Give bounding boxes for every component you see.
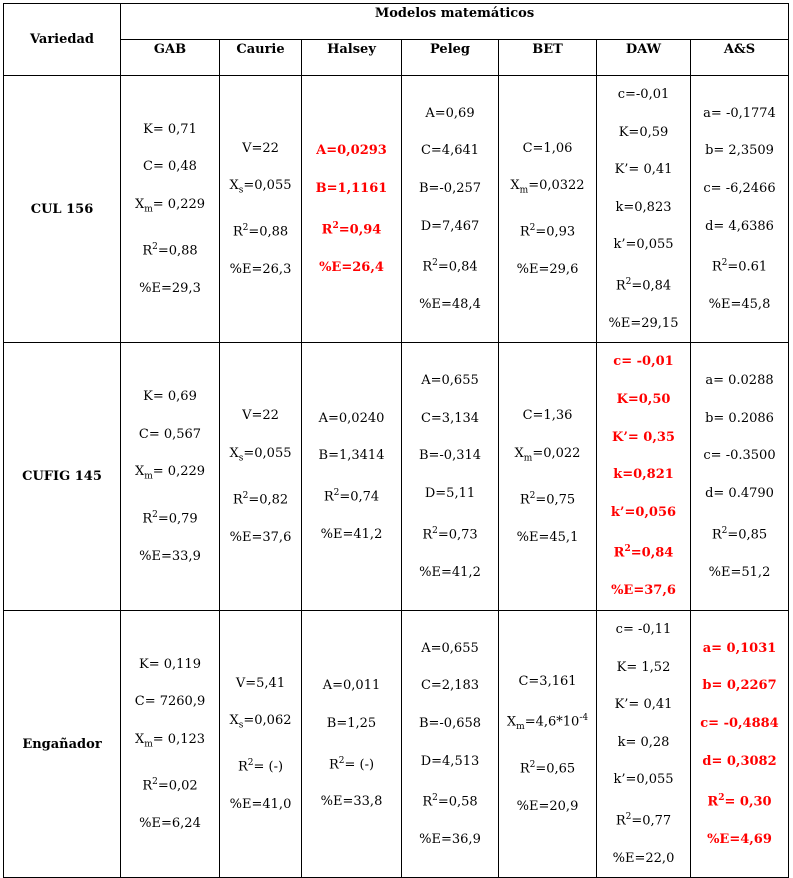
parameter-value: $X_m= 0,229$ — [134, 464, 206, 483]
parameter-value: $R^2=0,85$ — [711, 525, 768, 542]
header-row-1 — [4, 4, 789, 40]
parameter-value: %E=36,9 — [419, 832, 481, 848]
model-cell — [597, 343, 691, 610]
parameter-value: D=7,467 — [420, 218, 480, 234]
parameter-value: K= 0,69 — [143, 389, 197, 405]
header-model: Caurie — [220, 40, 302, 76]
parameter-value: $R^2=0,74$ — [323, 488, 380, 505]
parameter-value: d= 4,6386 — [705, 218, 774, 234]
parameter-value: k’=0,056 — [610, 504, 677, 520]
parameter-value: b= 2,3509 — [705, 143, 774, 159]
model-cell — [499, 343, 597, 610]
parameter-value: c= -6,2466 — [703, 180, 776, 196]
parameter-value: %E=29,15 — [608, 315, 679, 331]
model-cell — [402, 76, 499, 343]
parameter-value: A=0,011 — [322, 678, 381, 694]
parameter-value: $R^2=0,88$ — [232, 223, 289, 240]
header-model: A&S — [691, 40, 789, 76]
parameter-value: A=0,0293 — [316, 143, 387, 159]
model-cell — [220, 610, 302, 877]
parameter-value: $R^2= 0,30$ — [707, 793, 772, 810]
header-model: DAW — [597, 40, 691, 76]
parameter-value: B=-0,658 — [418, 715, 482, 731]
variety-cell: Engañador — [4, 610, 121, 877]
parameter-value: $R^2=0,84$ — [615, 276, 672, 294]
parameter-value: $X_m= 0,229$ — [134, 196, 206, 215]
parameter-value: K= 1,52 — [616, 659, 671, 675]
parameter-value: c= -0,11 — [615, 621, 672, 637]
parameter-value: K’= 0,41 — [614, 697, 673, 713]
parameter-value: $R^2=0,93$ — [519, 223, 576, 240]
parameter-value: V=22 — [242, 408, 279, 424]
parameter-value: $R^2=0,84$ — [613, 544, 674, 561]
parameter-value: $R^2=0,88$ — [142, 242, 198, 259]
parameter-value: K= 0,71 — [143, 121, 197, 137]
parameter-value: %E=45,1 — [516, 529, 579, 545]
parameter-value: D=4,513 — [420, 753, 480, 769]
model-cell — [220, 76, 302, 343]
parameter-value: D=5,11 — [424, 486, 476, 502]
parameter-value: B=1,1161 — [315, 180, 388, 196]
models-table — [3, 3, 789, 878]
parameter-value: $R^2=0,65$ — [519, 760, 576, 777]
parameter-value: C=1,36 — [522, 408, 573, 424]
parameter-value: V=5,41 — [235, 675, 286, 691]
parameter-value: d= 0.4790 — [705, 486, 774, 502]
parameter-value: k’=0,055 — [613, 772, 674, 788]
parameter-value: $X_m=4,6*10^{-4}$ — [506, 713, 589, 733]
model-cell — [597, 610, 691, 877]
parameter-value: $R^2=0,73$ — [422, 525, 478, 542]
parameter-value: %E=41,0 — [229, 797, 292, 813]
parameter-value: A=0,655 — [421, 373, 479, 389]
parameter-value: $R^2=0,79$ — [142, 509, 198, 526]
parameter-value: $R^2=0,94$ — [321, 220, 382, 237]
parameter-value: V=22 — [242, 140, 279, 156]
parameter-value: %E=20,9 — [516, 798, 579, 814]
parameter-value: K=0,50 — [616, 392, 671, 408]
parameter-value: A=0,0240 — [318, 410, 385, 426]
parameter-value: b= 0.2086 — [705, 410, 774, 426]
parameter-value: %E=26,3 — [229, 262, 292, 278]
header-modelos: Modelos matemáticos — [121, 4, 789, 40]
model-cell — [302, 610, 402, 877]
parameter-value: B=-0,257 — [418, 180, 482, 196]
parameter-value: k=0,823 — [615, 199, 672, 215]
parameter-value: %E=48,4 — [419, 297, 481, 313]
parameter-value: C= 7260,9 — [134, 694, 206, 710]
header-variedad: Variedad — [4, 4, 121, 76]
parameter-value: $R^2=$ (-) — [237, 758, 284, 775]
model-cell — [121, 76, 220, 343]
parameter-value: K= 0,119 — [139, 656, 201, 672]
parameter-value: $R^2=0,75$ — [519, 490, 576, 508]
parameter-value: $X_s=0,055$ — [229, 178, 292, 196]
parameter-value: A=0,655 — [421, 640, 479, 656]
parameter-value: $R^2=0,77$ — [615, 811, 672, 829]
table-row — [4, 343, 789, 610]
parameter-value: K’= 0,35 — [612, 429, 675, 445]
parameter-value: $X_s=0,062$ — [229, 713, 292, 731]
parameter-value: $R^2=0,58$ — [422, 793, 478, 810]
parameter-value: B=1,25 — [326, 715, 377, 731]
parameter-value: k=0,821 — [613, 467, 674, 483]
model-cell — [220, 343, 302, 610]
table-row — [4, 610, 789, 877]
model-cell — [302, 76, 402, 343]
parameter-value: $X_m= 0,123$ — [134, 731, 206, 750]
variety-cell: CUL 156 — [4, 76, 121, 343]
parameter-value: %E=41,2 — [419, 564, 481, 580]
parameter-value: d= 0,3082 — [702, 753, 777, 769]
parameter-value: %E=45,8 — [708, 297, 771, 313]
parameter-value: B=-0,314 — [418, 448, 482, 464]
parameter-value: c=-0,01 — [617, 87, 670, 102]
parameter-value: c= -0.3500 — [703, 448, 776, 464]
model-cell — [402, 343, 499, 610]
parameter-value: %E=37,6 — [611, 583, 676, 599]
table-row — [4, 76, 789, 343]
parameter-value: C=3,134 — [420, 410, 480, 426]
parameter-value: C=4,641 — [420, 143, 480, 159]
parameter-value: K=0,59 — [618, 124, 669, 140]
header-model: BET — [499, 40, 597, 76]
parameter-value: $X_s=0,055$ — [229, 445, 292, 464]
parameter-value: a= -0,1774 — [703, 105, 776, 121]
header-model: Halsey — [302, 40, 402, 76]
parameter-value: $R^2=$ (-) — [328, 755, 375, 772]
parameter-value: %E=33,8 — [320, 794, 383, 810]
parameter-value: %E=37,6 — [229, 529, 292, 545]
parameter-value: %E=29,3 — [139, 281, 201, 297]
parameter-value: %E=22,0 — [612, 850, 675, 866]
parameter-value: %E=26,4 — [319, 259, 384, 275]
parameter-value: A=0,69 — [425, 105, 475, 121]
table-body — [4, 76, 789, 878]
variety-cell: CUFIG 145 — [4, 343, 121, 610]
parameter-value: c= -0,01 — [613, 354, 674, 370]
header-row-2 — [4, 40, 789, 76]
model-cell — [499, 610, 597, 877]
model-cell — [302, 343, 402, 610]
parameter-value: %E=41,2 — [320, 526, 383, 542]
parameter-value: B=1,3414 — [318, 448, 385, 464]
model-cell — [597, 76, 691, 343]
model-cell — [499, 76, 597, 343]
parameter-value: k= 0,28 — [617, 734, 670, 750]
model-cell — [121, 610, 220, 877]
parameter-value: C=3,161 — [518, 673, 577, 689]
model-cell — [402, 610, 499, 877]
parameter-value: k’=0,055 — [613, 237, 674, 253]
parameter-value: a= 0.0288 — [705, 373, 774, 389]
parameter-value: a= 0,1031 — [702, 640, 777, 656]
parameter-value: C= 0,48 — [143, 159, 197, 175]
parameter-value: $R^2=0.61$ — [711, 258, 768, 275]
parameter-value: $R^2=0,82$ — [232, 490, 289, 508]
parameter-value: %E=6,24 — [139, 816, 201, 832]
model-cell — [691, 343, 789, 610]
parameter-value: C=1,06 — [522, 140, 573, 156]
parameter-value: %E=29,6 — [516, 262, 579, 278]
model-cell — [691, 610, 789, 877]
model-cell — [691, 76, 789, 343]
parameter-value: c= -0,4884 — [700, 715, 779, 731]
parameter-value: $X_m=0,0322$ — [510, 178, 585, 196]
header-model: Peleg — [402, 40, 499, 76]
parameter-value: $R^2=0,84$ — [422, 258, 478, 275]
parameter-value: %E=51,2 — [708, 564, 771, 580]
parameter-value: %E=33,9 — [139, 548, 201, 564]
parameter-value: $R^2=0,02$ — [142, 777, 198, 794]
model-cell — [121, 343, 220, 610]
header-model: GAB — [121, 40, 220, 76]
parameter-value: %E=4,69 — [707, 832, 772, 848]
parameter-value: b= 0,2267 — [702, 678, 777, 694]
parameter-value: $X_m=0,022$ — [514, 445, 581, 464]
parameter-value: C= 0,567 — [138, 426, 202, 442]
parameter-value: K’= 0,41 — [614, 162, 673, 178]
parameter-value: C=2,183 — [420, 678, 480, 694]
